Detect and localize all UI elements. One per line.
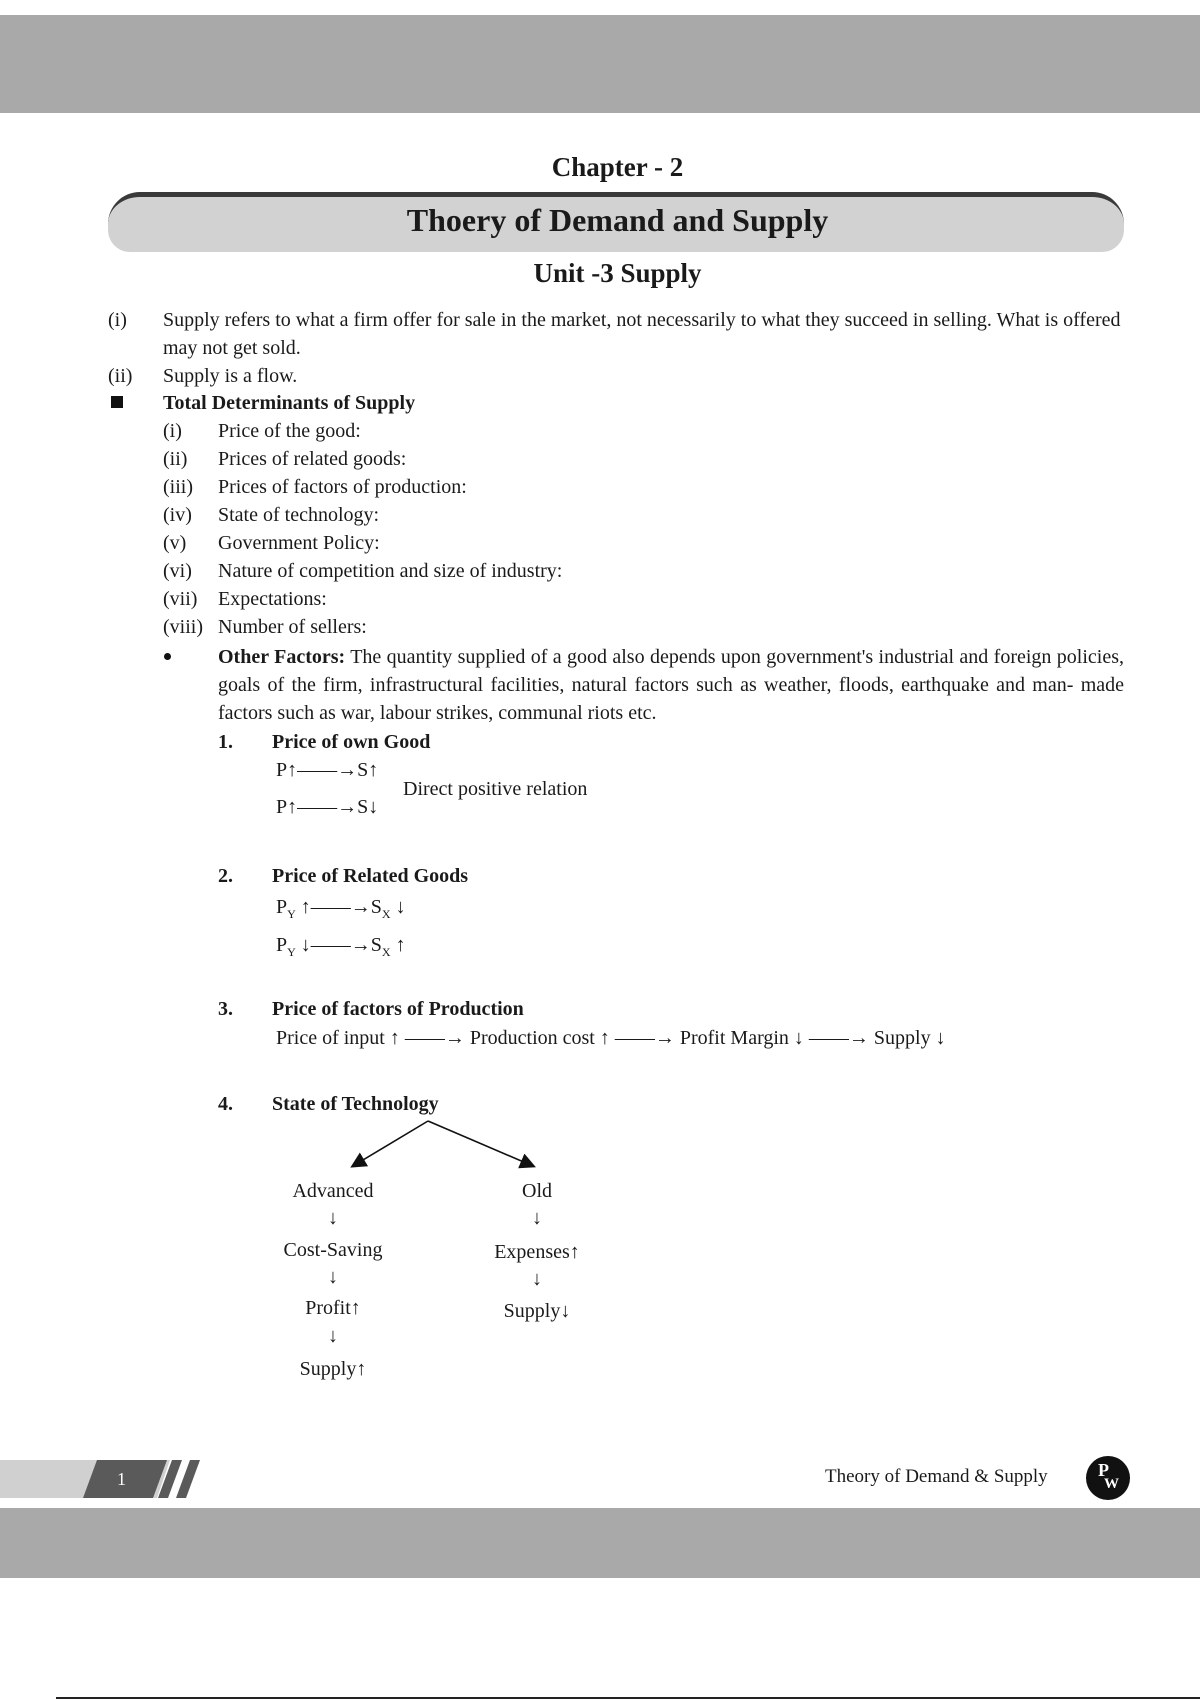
branch-supply-up: Supply↑ (299, 1358, 367, 1380)
determinant-text: Government Policy: (218, 532, 380, 554)
pw-logo-icon (1086, 1456, 1130, 1500)
determinant-text: Expectations: (218, 588, 327, 610)
relation-label: Direct positive relation (403, 778, 588, 800)
branch-profit-up: Profit↑ (305, 1297, 361, 1319)
branch-advanced: Advanced (292, 1180, 374, 1202)
right-arrow-icon: ——→ (310, 896, 371, 918)
intro-num-2: (ii) (108, 365, 133, 387)
other-factors-text: The quantity supplied of a good also depends upon government's industrial and foreign policies, goals of the firm, infrastructural facilities, natural factors such as weather, floods, earthquake and man- made factors such as war, labour strikes, communal riots etc. (218, 646, 1125, 724)
bottom-grey-band (0, 1508, 1200, 1578)
branch-cost-saving: Cost-Saving (283, 1239, 383, 1261)
chapter-title: Thoery of Demand and Supply (406, 202, 829, 238)
section-3-title: Price of factors of Production (272, 998, 524, 1020)
section-1-title: Price of own Good (272, 731, 431, 753)
determinant-num: (vii) (163, 588, 198, 610)
determinant-num: (viii) (163, 616, 203, 638)
section-2-title: Price of Related Goods (272, 865, 469, 887)
formula-price-up-supply-up: P↑——→S↑ (276, 759, 379, 781)
branch-expenses-up: Expenses↑ (494, 1241, 580, 1263)
up-arrow-icon: ↑ (395, 934, 406, 956)
section-4-title: State of Technology (272, 1093, 439, 1115)
formula-price-up-supply-down: P↑——→S↓ (276, 796, 379, 818)
section-2-number: 2. (218, 865, 233, 887)
s-symbol: S (370, 896, 382, 918)
determinant-num: (ii) (163, 448, 188, 470)
section-3-number: 3. (218, 998, 233, 1020)
intro-text-2: Supply is a flow. (163, 365, 298, 387)
unit-title: Unit -3 Supply (533, 258, 702, 288)
branch-arrow-left (353, 1121, 428, 1166)
determinant-num: (i) (163, 420, 182, 442)
determinant-text: Number of sellers: (218, 616, 367, 638)
determinant-num: (iv) (163, 504, 192, 526)
right-arrow-icon: ——→ (310, 934, 371, 956)
page-number: 1 (117, 1469, 126, 1489)
section-4-number: 4. (218, 1093, 233, 1115)
p-symbol: P (276, 896, 288, 918)
determinant-text: Price of the good: (218, 420, 361, 442)
down-arrow-icon: ↓ (328, 1207, 338, 1229)
down-arrow-icon: ↓ (532, 1268, 542, 1290)
down-arrow-icon: ↓ (328, 1325, 338, 1347)
y-subscript: Y (287, 907, 296, 921)
other-factors-label: Other Factors: (218, 646, 346, 668)
logo-letter-w: W (1104, 1476, 1119, 1492)
logo-letter-p: P (1098, 1460, 1109, 1480)
down-arrow-icon: ↓ (328, 1266, 338, 1288)
determinant-text: Prices of related goods: (218, 448, 407, 470)
page-number-strip (0, 1460, 210, 1498)
determinant-num: (vi) (163, 560, 192, 582)
footer-title: Theory of Demand & Supply (825, 1466, 1048, 1487)
branch-supply-down: Supply↓ (503, 1300, 571, 1322)
s-symbol: S (370, 934, 382, 956)
determinant-text: Nature of competition and size of industry: (218, 560, 563, 582)
down-arrow-icon: ↓ (300, 934, 311, 956)
determinant-text: State of technology: (218, 504, 380, 526)
p-symbol: P (276, 934, 288, 956)
determinant-text: Prices of factors of production: (218, 476, 467, 498)
y-subscript: Y (287, 945, 296, 959)
x-subscript: X (381, 945, 391, 959)
chapter-label: Chapter - 2 (551, 152, 684, 182)
branch-old: Old (522, 1180, 552, 1202)
determinant-num: (iii) (163, 476, 193, 498)
factor-price-flow: Price of input ↑ ——→ Production cost ↑ ——→ Profit Margin ↓ ——→ Supply ↓ (276, 1027, 946, 1049)
bottom-rule (56, 1697, 1200, 1699)
down-arrow-icon: ↓ (395, 896, 406, 918)
intro-num-1: (i) (108, 309, 127, 331)
down-arrow-icon: ↓ (532, 1207, 542, 1229)
up-arrow-icon: ↑ (300, 896, 311, 918)
x-subscript: X (381, 907, 391, 921)
section-1-number: 1. (218, 731, 233, 753)
determinants-heading: Total Determinants of Supply (163, 392, 416, 414)
intro-text-1: Supply refers to what a firm offer for sale in the market, not necessarily to what they succeed in selling. What is offered may not get sold. (163, 309, 1121, 359)
branch-arrow-right (428, 1121, 533, 1166)
determinant-num: (v) (163, 532, 187, 554)
